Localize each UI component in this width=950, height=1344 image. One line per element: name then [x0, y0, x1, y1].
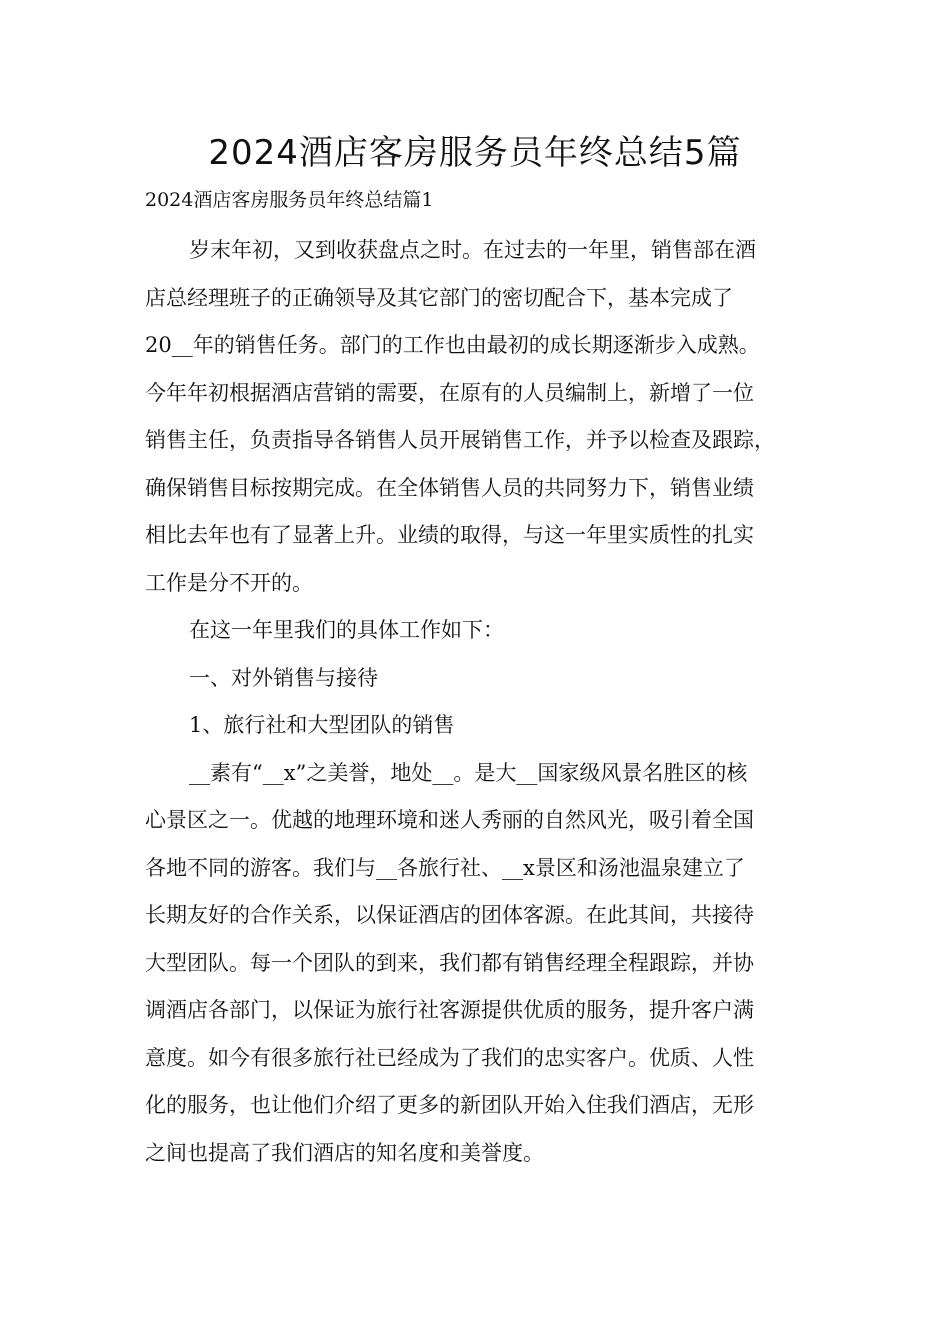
text-line: 相比去年也有了显著上升。业绩的取得，与这一年里实质性的扎实: [145, 523, 754, 547]
text-line: 心景区之一。优越的地理环境和迷人秀丽的自然风光，吸引着全国: [145, 808, 754, 832]
text-line: 之间也提高了我们酒店的知名度和美誉度。: [145, 1140, 544, 1165]
section-heading: 一、对外销售与接待: [189, 665, 378, 690]
document-body: [145, 235, 825, 1185]
text-line: 店总经理班子的正确领导及其它部门的密切配合下，基本完成了: [145, 285, 733, 310]
text-line: 20__年的销售任务。部门的工作也由最初的成长期逐渐步入成熟。: [145, 333, 760, 357]
text-line: 大型团队。每一个团队的到来，我们都有销售经理全程跟踪，并协: [145, 950, 754, 975]
text-line: 在这一年里我们的具体工作如下：: [189, 618, 504, 642]
text-line: 销售主任，负责指导各销售人员开展销售工作，并予以检查及跟踪，: [145, 428, 775, 452]
text-line: 化的服务，也让他们介绍了更多的新团队开始入住我们酒店，无形: [145, 1093, 754, 1117]
text-line: 意度。如今有很多旅行社已经成为了我们的忠实客户。优质、人性: [145, 1045, 754, 1070]
document-title: 2024酒店客房服务员年终总结5篇: [208, 133, 742, 173]
subsection-heading: 1、旅行社和大型团队的销售: [189, 713, 455, 737]
text-line: 岁末年初，又到收获盘点之时。在过去的一年里，销售部在酒: [189, 238, 756, 262]
text-line: 调酒店各部门，以保证为旅行社客源提供优质的服务，提升客户满: [145, 998, 754, 1022]
text-line: 各地不同的游客。我们与__各旅行社、__x景区和汤池温泉建立了: [145, 855, 745, 880]
text-line: 长期友好的合作关系，以保证酒店的团体客源。在此其间，共接待: [145, 903, 754, 927]
section-subtitle: 2024酒店客房服务员年终总结篇1: [145, 189, 434, 211]
text-line: 今年年初根据酒店营销的需要，在原有的人员编制上，新增了一位: [145, 380, 754, 405]
text-line: 工作是分不开的。: [145, 570, 313, 595]
text-line: __素有“__x”之美誉，地处__。是大__国家级风景名胜区的核: [189, 760, 748, 785]
text-line: 确保销售目标按期完成。在全体销售人员的共同努力下，销售业绩: [145, 475, 754, 500]
